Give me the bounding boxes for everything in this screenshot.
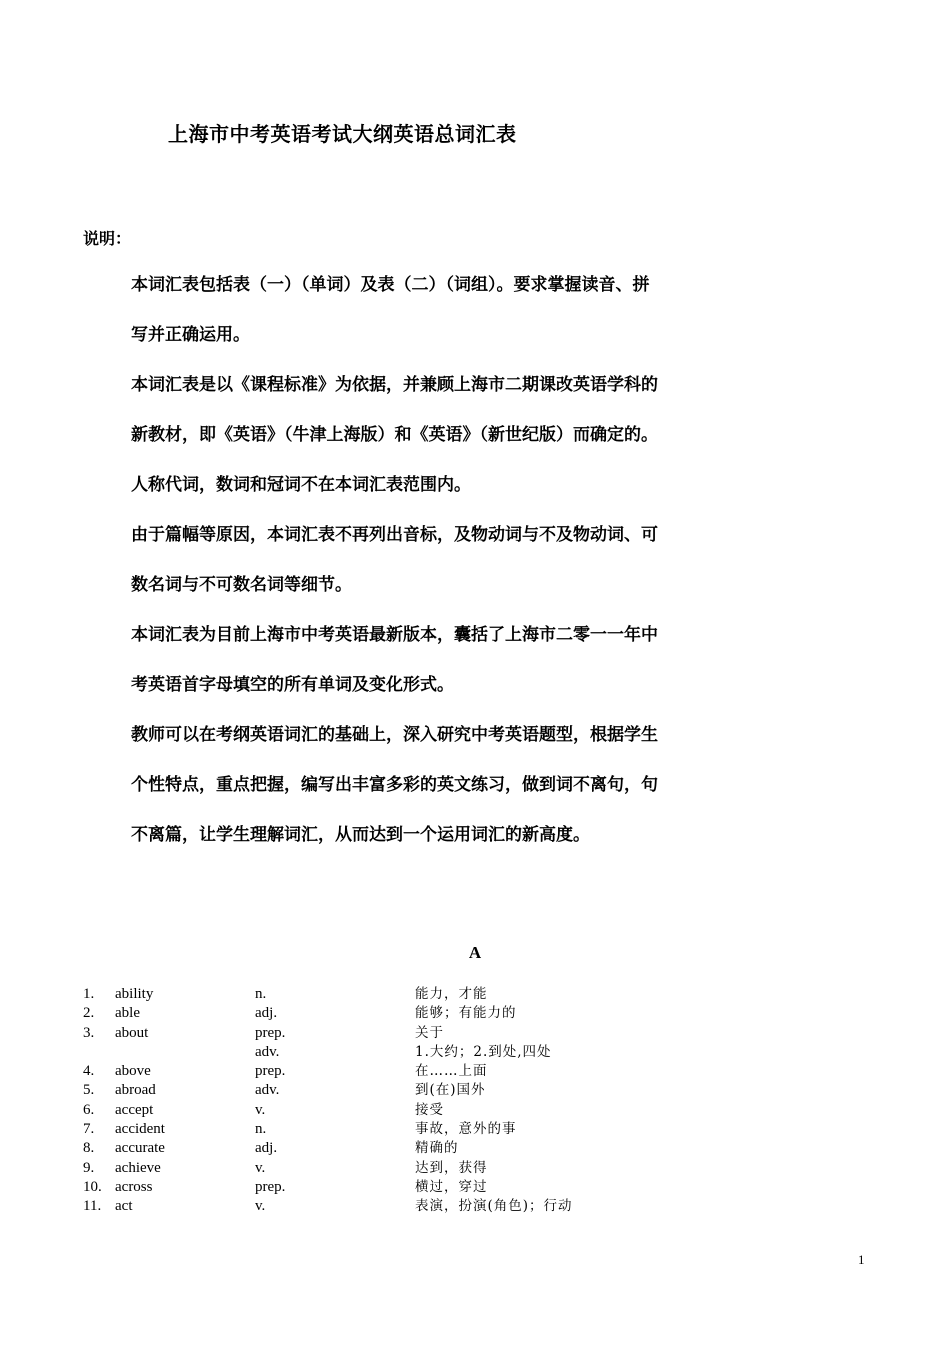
vocab-word: accept xyxy=(115,1101,154,1118)
vocab-meaning: 表演，扮演(角色)；行动 xyxy=(415,1198,573,1215)
vocab-meaning: 能力，才能 xyxy=(415,986,488,1002)
vocab-word: accident xyxy=(115,1121,165,1138)
vocab-row xyxy=(83,1178,783,1197)
vocab-pos: prep. xyxy=(255,1063,286,1080)
section-letter: A xyxy=(468,943,482,962)
intro-line: 本词汇表包括表（一）（单词）及表（二）（词组）。要求掌握读音、拼 xyxy=(131,275,650,295)
vocab-word: ability xyxy=(115,986,154,1002)
intro-line: 写并正确运用。 xyxy=(131,325,250,345)
vocab-word: achieve xyxy=(115,1159,161,1176)
intro-line: 数名词与不可数名词等细节。 xyxy=(131,575,352,595)
note-label: 说明： xyxy=(83,229,132,248)
vocab-row xyxy=(83,1120,783,1139)
vocab-meaning: 达到，获得 xyxy=(415,1159,488,1176)
vocab-number: 1. xyxy=(83,986,95,1002)
vocab-number: 6. xyxy=(83,1101,95,1118)
vocab-meaning: 在……上面 xyxy=(415,1063,488,1080)
vocab-meaning: 精确的 xyxy=(415,1140,459,1157)
vocab-word: abroad xyxy=(115,1082,156,1099)
intro-line: 本词汇表是以《课程标准》为依据，并兼顾上海市二期课改英语学科的 xyxy=(131,375,658,395)
document-title: 上海市中考英语考试大纲英语总词汇表 xyxy=(168,122,517,146)
vocab-row xyxy=(83,985,783,1004)
intro-paragraphs xyxy=(131,265,871,865)
vocab-row xyxy=(83,1062,783,1081)
vocab-meaning: 事故，意外的事 xyxy=(415,1121,517,1138)
vocab-number: 2. xyxy=(83,1005,95,1022)
vocab-pos: n. xyxy=(255,1121,267,1138)
vocab-row xyxy=(83,1024,783,1043)
vocab-number: 8. xyxy=(83,1140,95,1157)
vocab-number: 9. xyxy=(83,1159,95,1176)
vocab-number: 5. xyxy=(83,1082,95,1099)
vocab-meaning: 1.大约；2.到处,四处 xyxy=(415,1043,552,1060)
vocab-number: 10. xyxy=(83,1178,102,1195)
intro-line: 人称代词，数词和冠词不在本词汇表范围内。 xyxy=(131,475,471,495)
vocab-word: about xyxy=(115,1024,149,1041)
vocab-number: 7. xyxy=(83,1121,95,1138)
vocab-row xyxy=(83,1197,783,1216)
intro-line: 教师可以在考纲英语词汇的基础上，深入研究中考英语题型，根据学生 xyxy=(131,725,658,745)
intro-line: 由于篇幅等原因，本词汇表不再列出音标，及物动词与不及物动词、可 xyxy=(131,525,658,545)
vocab-meaning: 能够；有能力的 xyxy=(415,1005,517,1022)
vocab-meaning: 横过，穿过 xyxy=(415,1178,488,1195)
vocab-row xyxy=(83,1043,783,1062)
vocab-word: accurate xyxy=(115,1140,165,1157)
vocab-row xyxy=(83,1004,783,1023)
vocab-row xyxy=(83,1139,783,1158)
vocab-word: act xyxy=(115,1198,133,1215)
vocab-pos: v. xyxy=(255,1101,266,1118)
vocab-number: 4. xyxy=(83,1063,95,1080)
vocab-pos: n. xyxy=(255,986,267,1002)
intro-line: 新教材，即《英语》（牛津上海版）和《英语》（新世纪版）而确定的。 xyxy=(131,425,658,445)
intro-line: 本词汇表为目前上海市中考英语最新版本，囊括了上海市二零一一年中 xyxy=(131,625,658,645)
vocab-word: above xyxy=(115,1063,151,1080)
intro-line: 个性特点，重点把握，编写出丰富多彩的英文练习，做到词不离句，句 xyxy=(131,775,658,795)
vocab-pos: v. xyxy=(255,1159,266,1176)
vocab-pos: prep. xyxy=(255,1024,286,1041)
vocab-word: across xyxy=(115,1178,153,1195)
vocab-row xyxy=(83,1159,783,1178)
vocab-pos: v. xyxy=(255,1198,266,1215)
vocab-word: able xyxy=(115,1005,140,1022)
vocab-meaning: 关于 xyxy=(415,1024,444,1041)
vocab-pos: adj. xyxy=(255,1140,278,1157)
vocab-pos: adj. xyxy=(255,1005,278,1022)
vocab-list xyxy=(83,985,783,1217)
vocab-meaning: 到(在)国外 xyxy=(415,1082,486,1099)
intro-line: 考英语首字母填空的所有单词及变化形式。 xyxy=(131,675,454,695)
page-number: 1 xyxy=(858,1252,865,1267)
vocab-row xyxy=(83,1081,783,1100)
vocab-row xyxy=(83,1101,783,1120)
intro-line: 不离篇，让学生理解词汇，从而达到一个运用词汇的新高度。 xyxy=(131,825,590,845)
vocab-number: 11. xyxy=(83,1198,102,1215)
vocab-pos: adv. xyxy=(255,1043,280,1060)
vocab-number: 3. xyxy=(83,1024,95,1041)
vocab-pos: adv. xyxy=(255,1082,280,1099)
vocab-meaning: 接受 xyxy=(415,1101,444,1118)
vocab-pos: prep. xyxy=(255,1178,286,1195)
